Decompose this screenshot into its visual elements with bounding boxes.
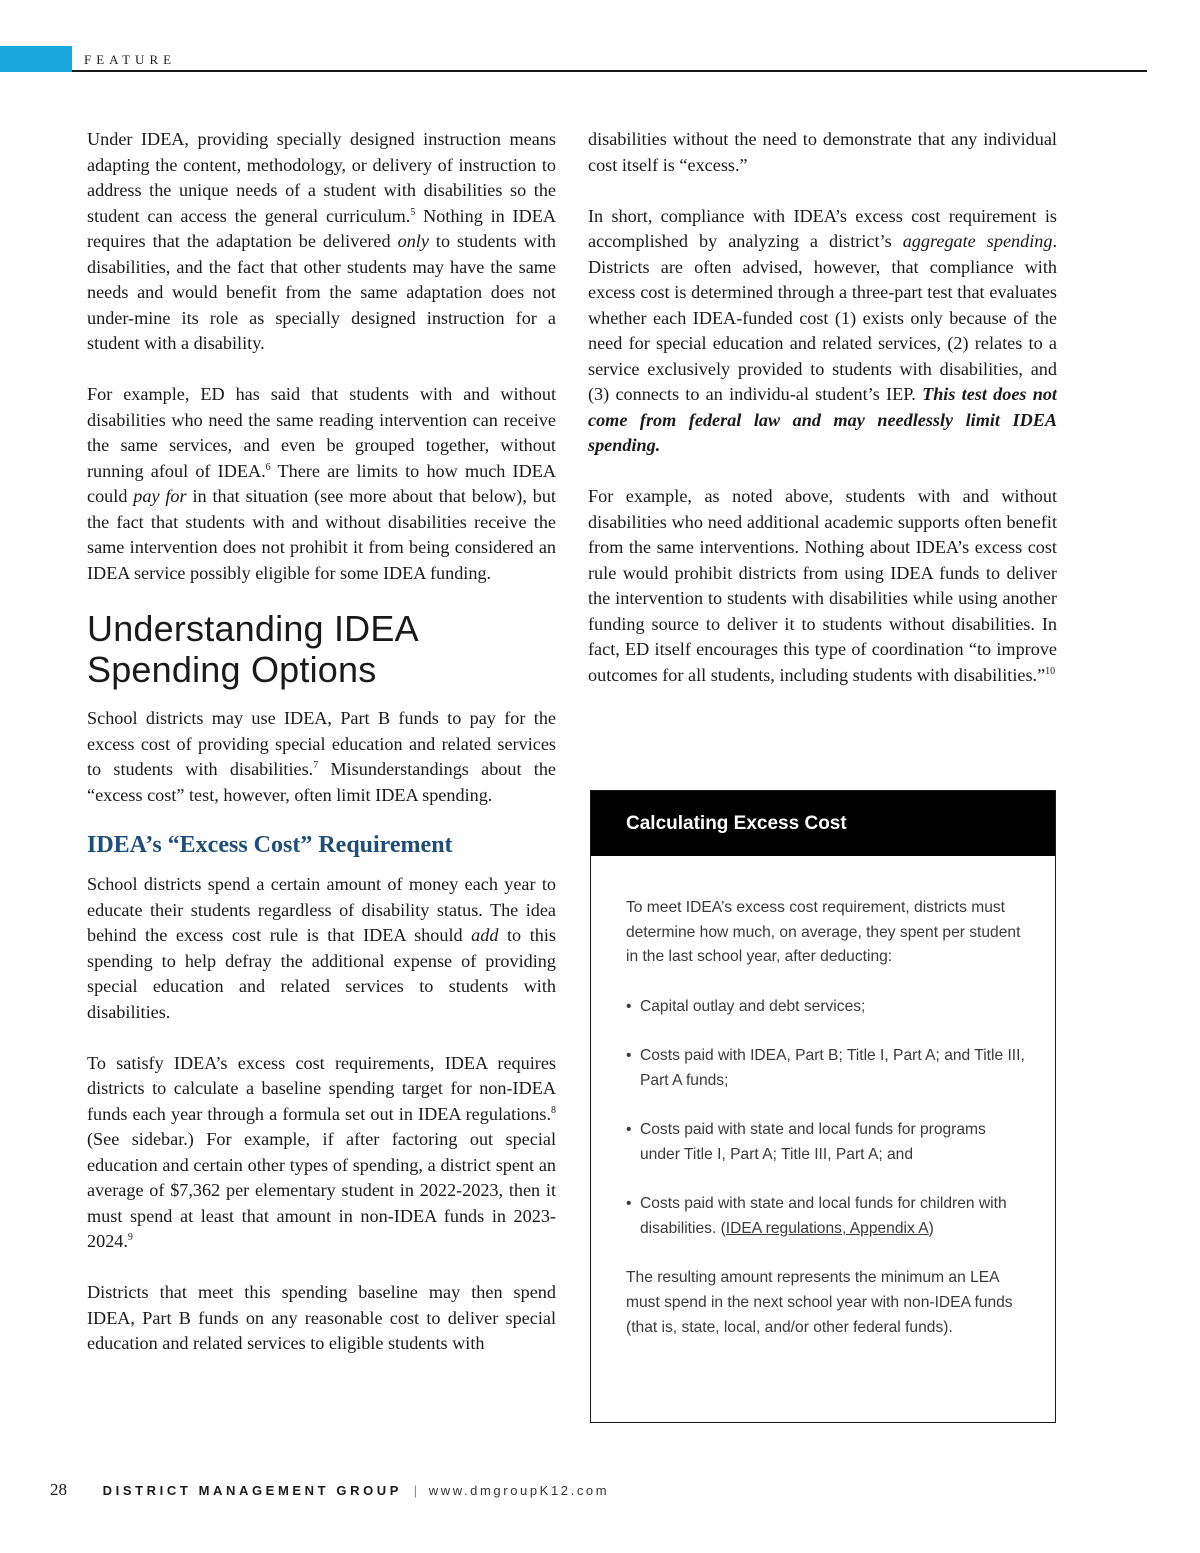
paragraph: To satisfy IDEA’s excess cost requirements, IDEA requires districts to calculate a baseline spending target for non-IDEA funds each year through a formula set out in IDEA regulations.$^8$ (See sidebar.) For example, if after factoring out special education and certain other types of spending, a district spent an average of $7,362 per elementary student in 2022-2023, then it must spend at least that amount in non-IDEA funds in 2023-2024.$^9$ [87, 1052, 556, 1251]
list-item: • Costs paid with state and local funds for children with disabilities. (IDEA regulations, Appendix A) [626, 1192, 1025, 1241]
header-rule [72, 70, 1147, 72]
left-column [87, 127, 556, 1357]
page-footer [50, 1480, 609, 1500]
sidebar-body [591, 856, 1055, 1341]
footer-org-name: DISTRICT MANAGEMENT GROUP [102, 1483, 403, 1498]
sidebar-box [590, 790, 1056, 1423]
footnote-ref[interactable]: 9 [127, 1232, 133, 1243]
footnote-ref[interactable]: 8 [551, 1104, 556, 1116]
footer-separator: | [413, 1483, 418, 1498]
sidebar-list [626, 995, 1025, 1242]
list-item: • Capital outlay and debt services; [626, 995, 1025, 1020]
page-number: 28 [50, 1480, 67, 1499]
emphasis-statement: This test does not come from federal law and may needlessly limit IDEA spending. [588, 384, 1057, 455]
right-column [588, 127, 1057, 688]
list-item: • Costs paid with IDEA, Part B; Title I, Part A; and Title III, Part A funds; [626, 1044, 1025, 1093]
paragraph: School districts spend a certain amount of money each year to educate their students regardless of disability status. The idea behind the excess cost rule is that IDEA should add to this spending to help defray the additional expense of providing special education and related services to students with disabilities. [87, 874, 556, 1022]
footnote-ref[interactable]: 10 [1045, 665, 1056, 677]
paragraph: For example, ED has said that students with and without disabilities who need the same reading intervention can receive the same services, and even be grouped together, without running afoul of IDEA.$^6$ There are limits to how much IDEA could pay for in that situation (see more about that below), but the fact that students with and without disabilities receive the same intervention does not prohibit it from being considered an IDEA service possibly eligible for some IDEA funding. [87, 384, 556, 583]
paragraph: disabilities without the need to demonstrate that any individual cost itself is “excess.” [588, 129, 1057, 175]
footer-url[interactable]: www.dmgroupK12.com [428, 1483, 610, 1498]
section-heading: Understanding IDEA Spending Options [87, 608, 417, 690]
section-label: FEATURE [84, 52, 177, 67]
paragraph: In short, compliance with IDEA’s excess cost requirement is accomplished by analyzing a district’s aggregate spending. Districts are often advised, however, that compliance with excess cost is determined through a three-part test that evaluates whether each IDEA-funded cost (1) exists only because of the need for special education and related services, (2) relates to a service exclusively provided to students with disabilities, and (3) connects to an individu-al student’s IEP. This test does not come from federal law and may needlessly limit IDEA spending. [588, 205, 1057, 455]
paragraph: Under IDEA, providing specially designed instruction means adapting the content, methodology, or delivery of instruction to address the unique needs of a student with disabilities so the student can access the general curriculum.$^5$ Nothing in IDEA requires that the adaptation be delivered only to students with disabilities, and the fact that other students may have the same needs and would benefit from the same adaptation does not under-mine its role as specially designed instruction for a student with a disability. [87, 129, 556, 353]
sub-heading: IDEA’s “Excess Cost” Requirement [87, 832, 453, 858]
paragraph: Districts that meet this spending baseline may then spend IDEA, Part B funds on any reasonable cost to deliver special education and related services to eligible students with [87, 1282, 556, 1353]
sidebar-title: Calculating Excess Cost [591, 791, 1055, 856]
sidebar-closing: The resulting amount represents the minimum an LEA must spend in the next school year with non-IDEA funds (that is, state, local, and/or other federal funds). [626, 1269, 1013, 1336]
sidebar-intro: To meet IDEA’s excess cost requirement, districts must determine how much, on average, they spent per student in the last school year, after deducting: [626, 899, 1021, 966]
header-accent-bar [0, 46, 72, 72]
footnote-ref[interactable]: 6 [265, 461, 271, 473]
regulations-link[interactable]: IDEA regulations, Appendix A [725, 1220, 929, 1238]
paragraph: For example, as noted above, students with and without disabilities who need additional academic supports often benefit from the same interventions. Nothing about IDEA’s excess cost rule would prohibit districts from using IDEA funds to deliver the intervention to students with disabilities while using another funding source to deliver it to students without disabilities. In fact, ED itself encourages this type of coordination “to improve outcomes for all students, including students with disabilities.”$^{10}$ [588, 486, 1057, 685]
footnote-ref[interactable]: 7 [313, 760, 319, 771]
list-item: • Costs paid with state and local funds for programs under Title I, Part A; Title III, Part A; and [626, 1118, 1025, 1167]
footnote-ref[interactable]: 5 [410, 206, 416, 218]
paragraph: School districts may use IDEA, Part B funds to pay for the excess cost of providing special education and related services to students with disabilities.$^7$ Misunderstandings about the “excess cost” test, however, often limit IDEA spending. [87, 708, 556, 805]
